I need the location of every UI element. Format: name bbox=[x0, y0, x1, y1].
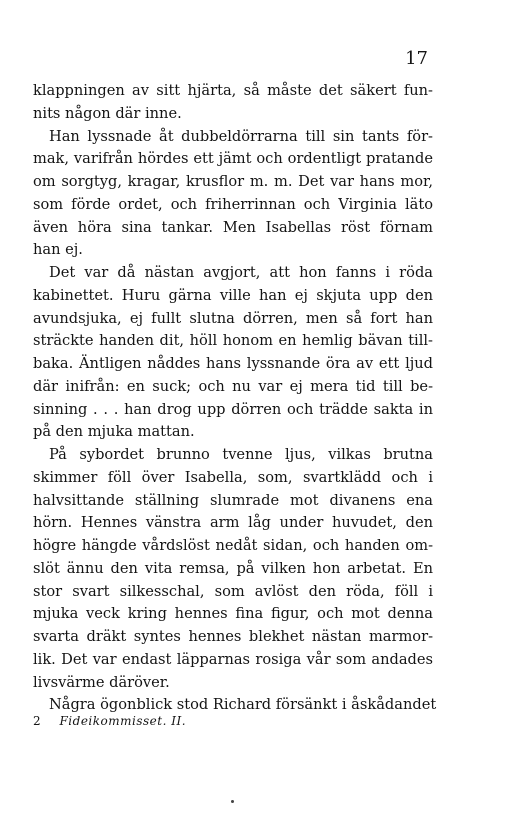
text-line bbox=[33, 80, 433, 103]
text-line-content: hörn. Hennes vänstra arm låg under huvudet, den bbox=[33, 514, 433, 532]
text-line-content: skimmer föll över Isabella, som, svartklädd och i bbox=[33, 468, 433, 486]
text-line-content: kabinettet. Huru gärna ville han ej skjuta upp den bbox=[33, 286, 433, 304]
text-line bbox=[33, 217, 433, 240]
paper-speck bbox=[231, 800, 234, 803]
page-number: 17 bbox=[405, 48, 428, 69]
text-line-content: sinning . . . han drog upp dörren och trädde sakta in bbox=[33, 400, 433, 418]
text-line bbox=[33, 535, 433, 558]
text-line-content: stor svart silkesschal, som avlöst den röda, föll i bbox=[33, 582, 433, 600]
text-line bbox=[33, 490, 433, 513]
text-line bbox=[33, 376, 433, 399]
text-line bbox=[33, 399, 433, 422]
text-line-content: svarta dräkt syntes hennes blekhet nästan marmor- bbox=[33, 628, 433, 645]
signature-number: 2 bbox=[33, 714, 42, 728]
text-line bbox=[33, 672, 433, 695]
text-line bbox=[33, 330, 433, 353]
text-line bbox=[33, 558, 433, 581]
text-line-content: halvsittande ställning slumrade mot divanens ena bbox=[33, 491, 433, 509]
text-line-content: som förde ordet, och friherrinnan och Virginia läto bbox=[33, 195, 433, 213]
text-line bbox=[33, 194, 433, 217]
text-line-content: där inifrån: en suck; och nu var ej mera tid till be- bbox=[33, 377, 433, 395]
text-line bbox=[33, 103, 433, 126]
text-line-content: även höra sina tankar. Men Isabellas röst förnam bbox=[33, 218, 433, 236]
text-line-content: mjuka veck kring hennes fina figur, och mot denna bbox=[33, 605, 433, 623]
text-line bbox=[33, 262, 433, 285]
text-line bbox=[33, 626, 433, 649]
text-line bbox=[33, 126, 433, 149]
text-line bbox=[33, 421, 433, 444]
text-line-content: Han lyssnade åt dubbeldörrarna till sin tants för- bbox=[49, 127, 433, 145]
text-line-content: På sybordet brunno tvenne ljus, vilkas brutna bbox=[49, 446, 433, 463]
text-line bbox=[33, 285, 433, 308]
text-line-content: Några ögonblick stod Richard försänkt i åskådandet bbox=[49, 696, 437, 714]
signature-title: Fideikommisset. II. bbox=[59, 714, 187, 728]
text-line bbox=[33, 171, 433, 194]
text-line-content: klappningen av sitt hjärta, så måste det säkert fun- bbox=[33, 82, 433, 99]
text-line bbox=[33, 444, 433, 467]
text-line-content: sträckte handen dit, höll honom en hemlig bävan till- bbox=[33, 332, 433, 350]
text-line bbox=[33, 649, 433, 672]
text-line-content: Det var då nästan avgjort, att hon fanns i röda bbox=[49, 264, 433, 281]
text-line bbox=[33, 603, 433, 626]
text-line-content: avundsjuka, ej fullt slutna dörren, men så fort han bbox=[33, 309, 433, 327]
text-line-content: lik. Det var endast läpparnas rosiga vår som andades bbox=[33, 650, 433, 668]
text-line-content: han ej. bbox=[33, 241, 83, 259]
signature-mark bbox=[33, 714, 186, 728]
text-line bbox=[33, 581, 433, 604]
text-line bbox=[33, 512, 433, 535]
text-line bbox=[33, 308, 433, 331]
text-line-content: högre hängde vårdslöst nedåt sidan, och handen om- bbox=[33, 537, 433, 554]
text-line-content: livsvärme däröver. bbox=[33, 673, 170, 691]
text-line-content: mak, varifrån hördes ett jämt och ordentligt pratande bbox=[33, 150, 433, 168]
text-line-content: om sorgtyg, kragar, krusflor m. m. Det var hans mor, bbox=[33, 173, 433, 190]
text-line bbox=[33, 239, 433, 262]
text-line bbox=[33, 353, 433, 376]
text-line bbox=[33, 148, 433, 171]
text-line-content: slöt ännu den vita remsa, på vilken hon arbetat. En bbox=[33, 559, 433, 577]
body-text bbox=[33, 80, 437, 717]
text-line-content: på den mjuka mattan. bbox=[33, 423, 195, 441]
text-line-content: nits någon där inne. bbox=[33, 104, 182, 122]
text-line-content: baka. Äntligen nåddes hans lyssnande öra av ett ljud bbox=[33, 355, 433, 372]
text-line bbox=[33, 467, 433, 490]
